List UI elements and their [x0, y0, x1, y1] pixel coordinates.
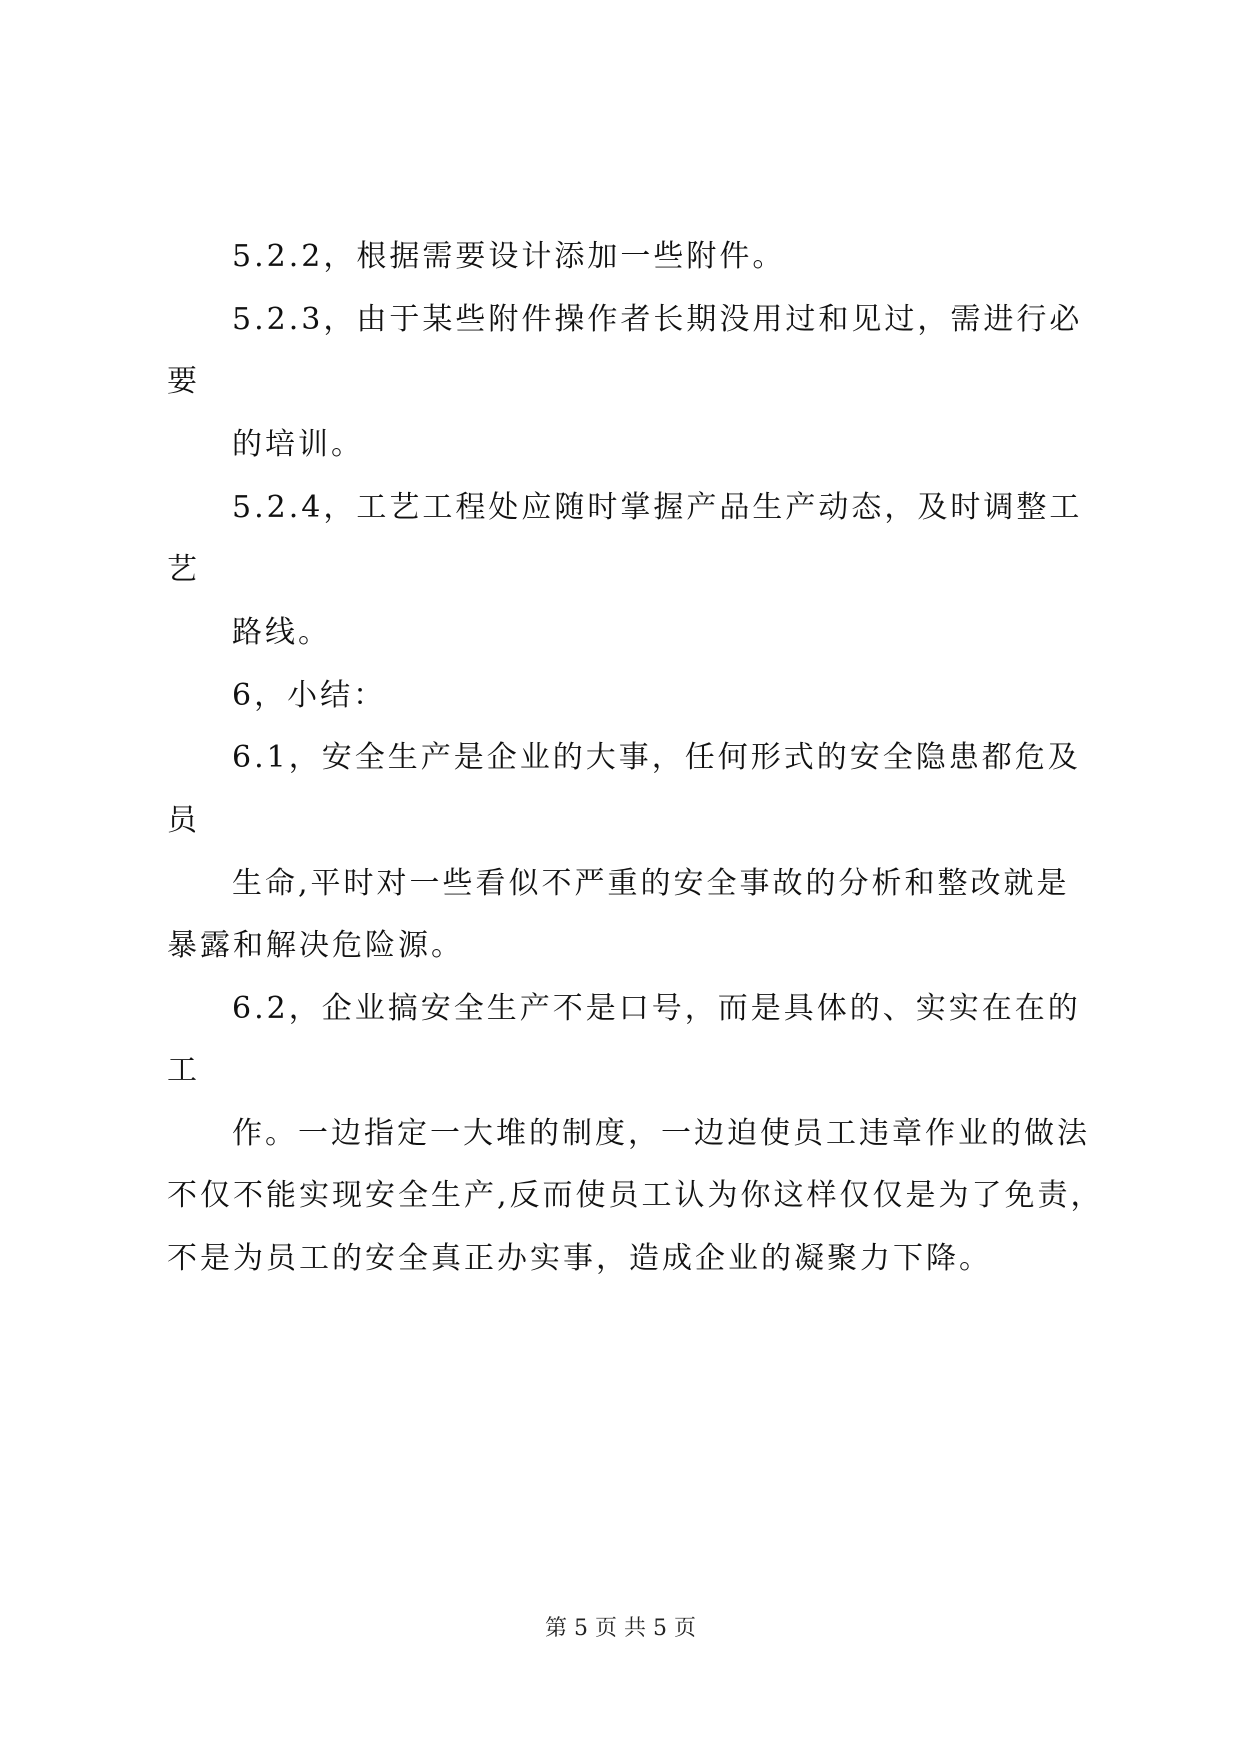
text-line: 员: [167, 803, 200, 838]
text-line: 5.2.3，由于某些附件操作者长期没用过和见过，需进行必: [232, 302, 1083, 337]
text-line: 艺: [167, 552, 200, 587]
text-line: 不是为员工的安全真正办实事，造成企业的凝聚力下降。: [167, 1241, 992, 1276]
text-line: 的培训。: [232, 427, 364, 462]
text-line: 路线。: [232, 615, 331, 650]
text-line: 工: [167, 1053, 200, 1088]
text-line: 暴露和解决危险源。: [167, 928, 464, 963]
text-line: 5.2.4，工艺工程处应随时掌握产品生产动态，及时调整工: [232, 490, 1083, 525]
text-line: 生命,平时对一些看似不严重的安全事故的分析和整改就是: [232, 866, 1070, 901]
text-line: 6.2，企业搞安全生产不是口号，而是具体的、实实在在的: [232, 991, 1081, 1026]
text-line: 5.2.2，根据需要设计添加一些附件。: [232, 239, 786, 274]
section-heading: 6，小结：: [232, 678, 387, 713]
text-line: 要: [167, 364, 200, 399]
text-line: 作。一边指定一大堆的制度，一边迫使员工违章作业的做法: [232, 1116, 1090, 1151]
text-line: 6.1，安全生产是企业的大事，任何形式的安全隐患都危及: [232, 740, 1081, 775]
text-line: 不仅不能实现安全生产,反而使员工认为你这样仅仅是为了免责，: [167, 1178, 1104, 1213]
page-number: 第 5 页 共 5 页: [545, 1616, 696, 1641]
